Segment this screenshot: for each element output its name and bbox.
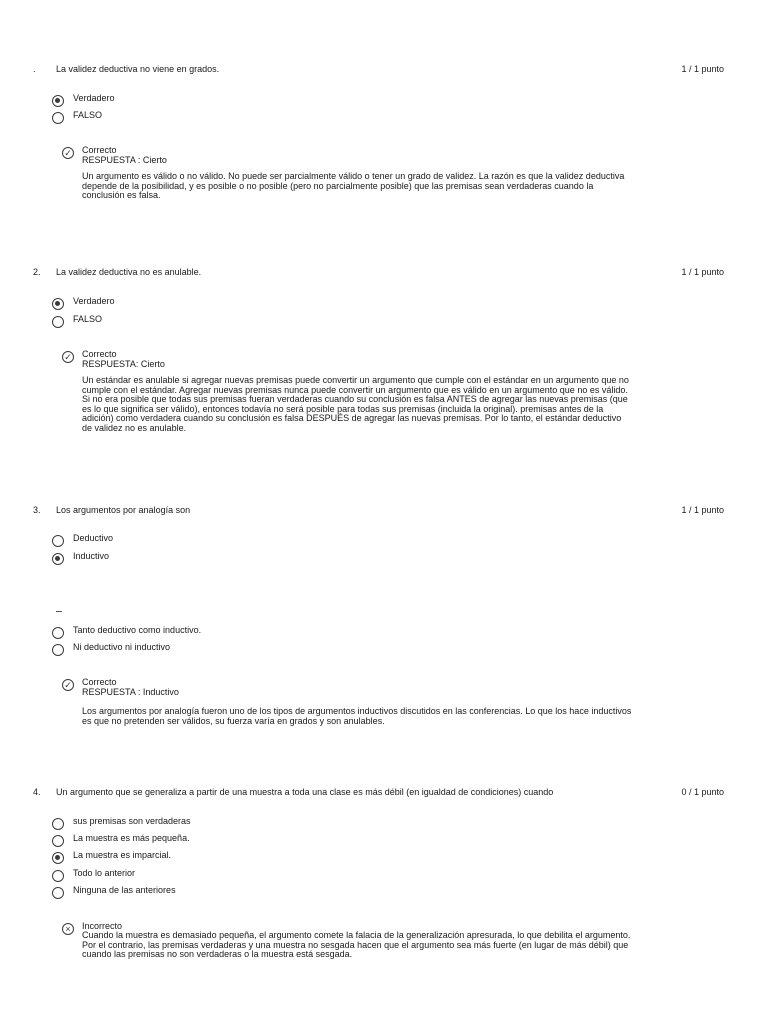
radio-unselected-icon[interactable] bbox=[52, 887, 64, 899]
radio-unselected-icon[interactable] bbox=[52, 316, 64, 328]
feedback-explanation: Los argumentos por analogía fueron uno de los tipos de argumentos inductivos discutidos en las conferencias. Lo que los hace inductivos es que no pretenden ser válidos, su fuerza varía en grados y son anulables. bbox=[82, 706, 632, 726]
question-header bbox=[0, 64, 768, 76]
question-number: 4. bbox=[33, 787, 41, 797]
question-header bbox=[0, 787, 768, 799]
feedback-answer: RESPUESTA : Inductivo bbox=[82, 687, 179, 697]
radio-unselected-icon[interactable] bbox=[52, 627, 64, 639]
question-points: 1 / 1 punto bbox=[681, 64, 724, 74]
option-label: Ni deductivo ni inductivo bbox=[73, 642, 171, 652]
feedback-explanation: Cuando la muestra es demasiado pequeña, el argumento comete la falacia de la generalización apresurada, lo que debilita el argumento. Por el contrario, las premisas verdaderas y una muestra no sesgada hacen que el argumento sea más fuerte (en lugar de más débil) que cuando las premisas no son verdaderas o la muestra está sesgada. bbox=[82, 930, 631, 960]
option-label: Verdadero bbox=[73, 296, 115, 306]
radio-selected-icon[interactable] bbox=[52, 852, 64, 864]
radio-unselected-icon[interactable] bbox=[52, 535, 64, 547]
question-text: La validez deductiva no viene en grados. bbox=[56, 64, 220, 74]
option-label: Tanto deductivo como inductivo. bbox=[73, 625, 202, 635]
option-label: Verdadero bbox=[73, 93, 115, 103]
option-label: La muestra es más pequeña. bbox=[73, 833, 190, 843]
option-label: Ninguna de las anteriores bbox=[73, 885, 176, 895]
question-text: Un argumento que se generaliza a partir de una muestra a toda una clase es más débil (en igualdad de condiciones) cuando bbox=[56, 787, 554, 797]
question-number: . bbox=[33, 64, 36, 74]
question-header bbox=[0, 267, 768, 279]
feedback-status: Correcto bbox=[82, 349, 117, 359]
feedback-status: Correcto bbox=[82, 677, 117, 687]
feedback-explanation: Un argumento es válido o no válido. No puede ser parcialmente válido o tener un grado de validez. La razón es que la validez deductiva depende de la posibilidad, y es posible o no posible (pero no parcialmente posible) que las premisas sean verdaderas cuando la conclusión es falsa. bbox=[82, 171, 625, 201]
question-points: 0 / 1 punto bbox=[681, 787, 724, 797]
question-number: 3. bbox=[33, 505, 41, 515]
radio-unselected-icon[interactable] bbox=[52, 835, 64, 847]
check-circle-icon: ✓ bbox=[62, 351, 74, 363]
option-label: Inductivo bbox=[73, 551, 110, 561]
feedback-answer: RESPUESTA: Cierto bbox=[82, 359, 165, 369]
x-circle-icon: × bbox=[62, 923, 74, 935]
check-circle-icon: ✓ bbox=[62, 679, 74, 691]
divider-mark bbox=[56, 611, 62, 612]
feedback-explanation: Un estándar es anulable si agregar nuevas premisas puede convertir un argumento que cumple con el estándar en un argumento que no cumple con el estándar. Agregar nuevas premisas nunca puede convertir un argumento que es válido en un argumento que no es válido. Si no era posible que todas sus premisas fueran verdaderas cuando su conclusión es falsa ANTES de agregar las nuevas premisas (que es lo que significa ser válido), entonces todavía no será posible para todas sus premisas (incluida la original). premisas antes de la adición) como verdadera cuando su conclusión es falsa DESPUÉS de agregar las nuevas premisas. Por lo tanto, el estándar deductivo de validez no es anulable. bbox=[82, 375, 629, 433]
question-text: Los argumentos por analogía son bbox=[56, 505, 191, 515]
option-label: FALSO bbox=[73, 314, 103, 324]
radio-selected-icon[interactable] bbox=[52, 298, 64, 310]
option-label: La muestra es imparcial. bbox=[73, 850, 172, 860]
question-points: 1 / 1 punto bbox=[681, 505, 724, 515]
question-text: La validez deductiva no es anulable. bbox=[56, 267, 202, 277]
option-label: Deductivo bbox=[73, 533, 114, 543]
feedback-answer: RESPUESTA : Cierto bbox=[82, 155, 167, 165]
option-label: FALSO bbox=[73, 110, 103, 120]
option-label: sus premisas son verdaderas bbox=[73, 816, 191, 826]
option-label: Todo lo anterior bbox=[73, 868, 136, 878]
question-header bbox=[0, 505, 768, 517]
feedback-status: Incorrecto bbox=[82, 921, 123, 931]
radio-selected-icon[interactable] bbox=[52, 95, 64, 107]
feedback-status: Correcto bbox=[82, 145, 117, 155]
check-circle-icon: ✓ bbox=[62, 147, 74, 159]
question-number: 2. bbox=[33, 267, 41, 277]
radio-selected-icon[interactable] bbox=[52, 553, 64, 565]
radio-unselected-icon[interactable] bbox=[52, 818, 64, 830]
radio-unselected-icon[interactable] bbox=[52, 112, 64, 124]
question-points: 1 / 1 punto bbox=[681, 267, 724, 277]
radio-unselected-icon[interactable] bbox=[52, 870, 64, 882]
radio-unselected-icon[interactable] bbox=[52, 644, 64, 656]
